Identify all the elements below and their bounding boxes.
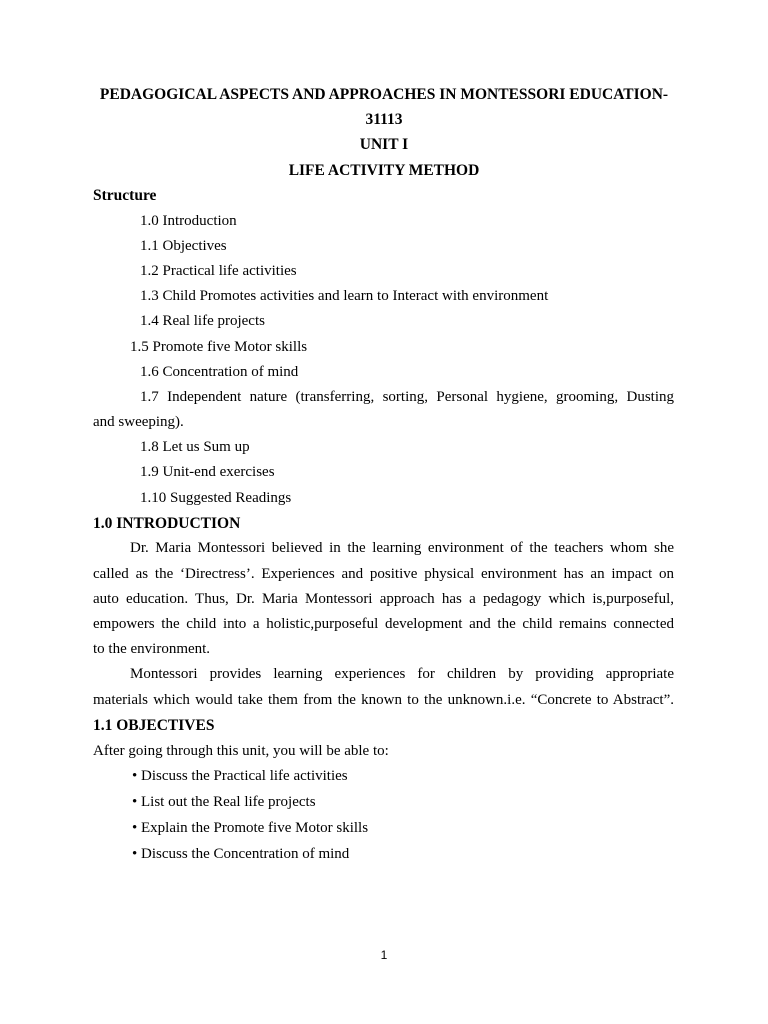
structure-item: 1.4 Real life projects: [140, 313, 265, 329]
structure-item: 1.6 Concentration of mind: [140, 364, 299, 380]
introduction-paragraph-line: Montessori provides learning experiences for children by providing appropriate: [130, 666, 674, 682]
introduction-paragraph-line: materials which would take them from the known to the unknown.i.e. “Concrete to Abstract”.: [93, 692, 674, 708]
introduction-paragraph-line: to the environment.: [93, 641, 211, 657]
structure-item: 1.9 Unit-end exercises: [140, 464, 275, 480]
structure-item: 1.0 Introduction: [140, 213, 237, 229]
objective-bullet: • Explain the Promote five Motor skills: [132, 820, 369, 836]
unit-heading: UNIT I: [359, 136, 409, 153]
page-number: 1: [380, 948, 388, 962]
introduction-paragraph-line: called as the ‘Directress’. Experiences and positive physical environment has an impact on: [93, 566, 674, 582]
objective-bullet: • Discuss the Concentration of mind: [132, 846, 350, 862]
structure-item: 1.10 Suggested Readings: [140, 490, 292, 506]
introduction-heading: 1.0 INTRODUCTION: [93, 515, 241, 532]
document-title-line-2: 31113: [365, 111, 403, 128]
structure-item: 1.3 Child Promotes activities and learn to Interact with environment: [140, 288, 549, 304]
structure-item: 1.5 Promote five Motor skills: [130, 339, 308, 355]
introduction-paragraph-line: auto education. Thus, Dr. Maria Montessori approach has a pedagogy which is,purposeful,: [93, 591, 674, 607]
objective-bullet: • Discuss the Practical life activities: [132, 768, 348, 784]
structure-item-continuation: and sweeping).: [93, 414, 184, 430]
introduction-paragraph-line: empowers the child into a holistic,purposeful development and the child remains connected: [93, 616, 674, 632]
introduction-paragraph-line: Dr. Maria Montessori believed in the learning environment of the teachers whom she: [130, 540, 674, 556]
structure-heading: Structure: [93, 187, 157, 204]
structure-item: 1.7 Independent nature (transferring, sorting, Personal hygiene, grooming, Dusting: [140, 389, 674, 405]
document-title-line-1: PEDAGOGICAL ASPECTS AND APPROACHES IN MONTESSORI EDUCATION-: [99, 86, 669, 103]
objective-bullet: • List out the Real life projects: [132, 794, 316, 810]
structure-item: 1.2 Practical life activities: [140, 263, 297, 279]
structure-item: 1.8 Let us Sum up: [140, 439, 250, 455]
objectives-lead: After going through this unit, you will be able to:: [93, 743, 389, 759]
structure-item: 1.1 Objectives: [140, 238, 227, 254]
objectives-heading: 1.1 OBJECTIVES: [93, 717, 215, 734]
unit-title: LIFE ACTIVITY METHOD: [288, 162, 480, 179]
